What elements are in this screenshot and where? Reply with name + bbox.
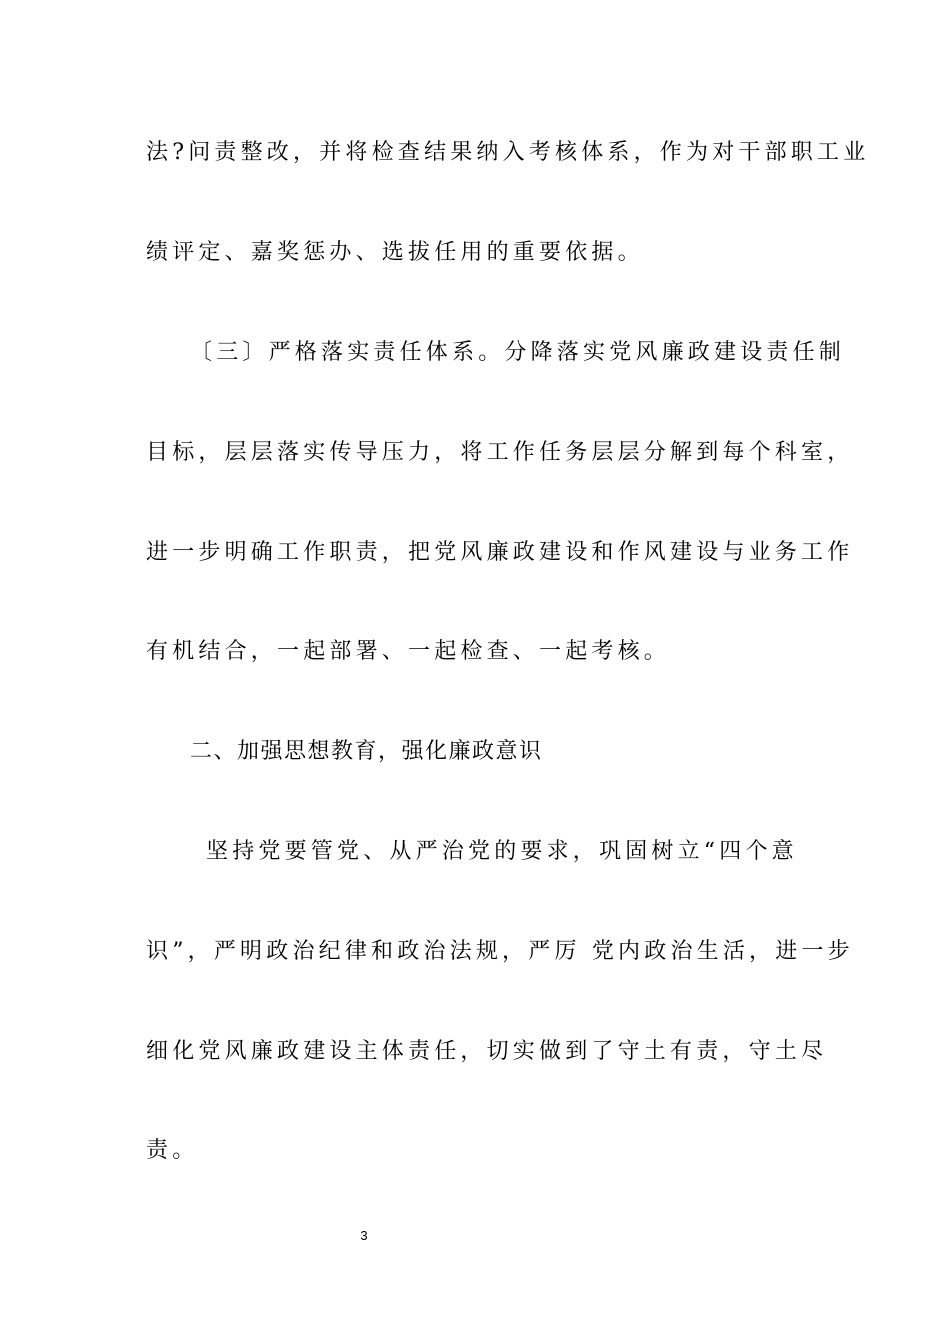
text-line-6: 有机结合，一起部署、一起检查、一起考核。 (146, 639, 671, 664)
text-line-9: 识”，严明政治纪律和政治法规，严厉 党内政治生活，进一步 (146, 939, 854, 964)
page-number: 3 (360, 1228, 368, 1243)
text-line-4: 目标，层层落实传导压力，将工作任务层层分解到每个科室， (146, 440, 854, 465)
text-line-1: 法?问责整改，并将检查结果纳入考核体系，作为对干部职工业 (146, 140, 870, 165)
text-line-10: 细化党风廉政建设主体责任，切实做到了守土有责，守土尽 (146, 1039, 828, 1064)
text-line-8: 坚持党要管党、从严治党的要求，巩固树立“四个意 (206, 839, 798, 864)
text-line-3: 〔三〕严格落实责任体系。分降落实党风廉政建设责任制 (190, 340, 846, 365)
text-line-5: 进一步明确工作职责，把党风廉政建设和作风建设与业务工作 (146, 540, 854, 565)
text-line-2: 绩评定、嘉奖惩办、选拔任用的重要依据。 (146, 240, 644, 265)
section-heading: 二、加强思想教育，强化廉政意识 (190, 739, 543, 764)
text-line-11: 责。 (146, 1138, 199, 1163)
